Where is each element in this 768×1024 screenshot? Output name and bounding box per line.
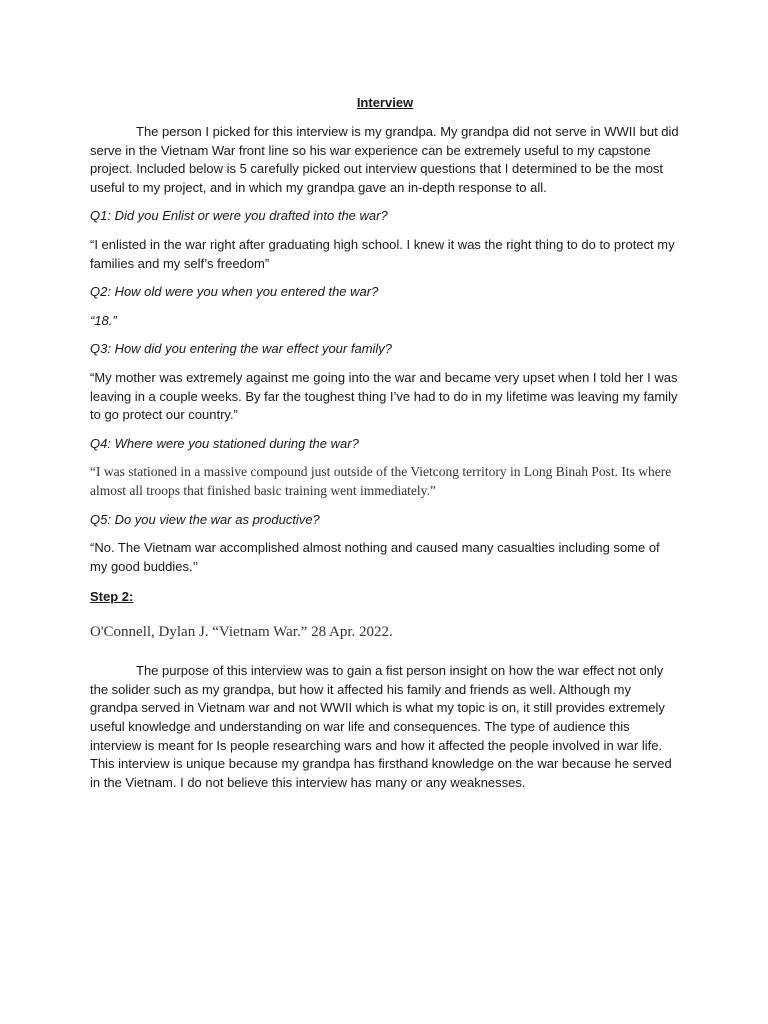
step-heading: Step 2:	[90, 589, 134, 605]
question-3: Q3: How did you entering the war effect your family?	[90, 341, 393, 357]
intro-paragraph: The person I picked for this interview is my grandpa. My grandpa did not serve in WWII but did serve in the Vietnam War front line so his war experience can be extremely useful to my capstone project. Included below is 5 carefully picked out interview questions that I determined to be the most useful to my project, and in which my grandpa gave an in-depth response to all.	[90, 124, 679, 195]
answer-4: “I was stationed in a massive compound just outside of the Vietcong territory in Long Binah Post. Its where almost all troops that finished basic training went immediately.”	[90, 464, 672, 498]
document-title: Interview	[356, 95, 414, 110]
citation: O'Connell, Dylan J. “Vietnam War.” 28 Apr. 2022.	[90, 624, 393, 641]
answer-3: “My mother was extremely against me going into the war and became very upset when I told her I was leaving in a couple weeks. By far the toughest thing I’ve had to do in my lifetime was leaving my family to go protect our country.”	[90, 369, 678, 423]
answer-1: “I enlisted in the war right after graduating high school. I knew it was the right thing to do to protect my families and my self’s freedom”	[90, 236, 675, 271]
question-1: Q1: Did you Enlist or were you drafted into the war?	[90, 208, 388, 224]
question-2: Q2: How old were you when you entered the war?	[90, 284, 379, 300]
answer-5: “No. The Vietnam war accomplished almost nothing and caused many casualties including some of my good buddies.’’	[90, 540, 660, 574]
answer-2: “18.”	[90, 312, 117, 328]
question-4: Q4: Where were you stationed during the war?	[90, 435, 359, 451]
question-5: Q5: Do you view the war as productive?	[90, 511, 320, 527]
conclusion-paragraph: The purpose of this interview was to gain a fist person insight on how the war effect not only the solider such as my grandpa, but how it affected his family and friends as well. Although my grandpa served in Vietnam war and not WWII which is what my topic is on, it still provides extremely useful knowledge and understanding on war life and consequences. The type of audience this interview is meant for Is people researching wars and how it affected the people involved in war life. This interview is unique because my grandpa has firsthand knowledge on the war because he served in the Vietnam. I do not believe this interview has many or any weaknesses.	[90, 663, 672, 790]
document-page	[90, 94, 680, 802]
